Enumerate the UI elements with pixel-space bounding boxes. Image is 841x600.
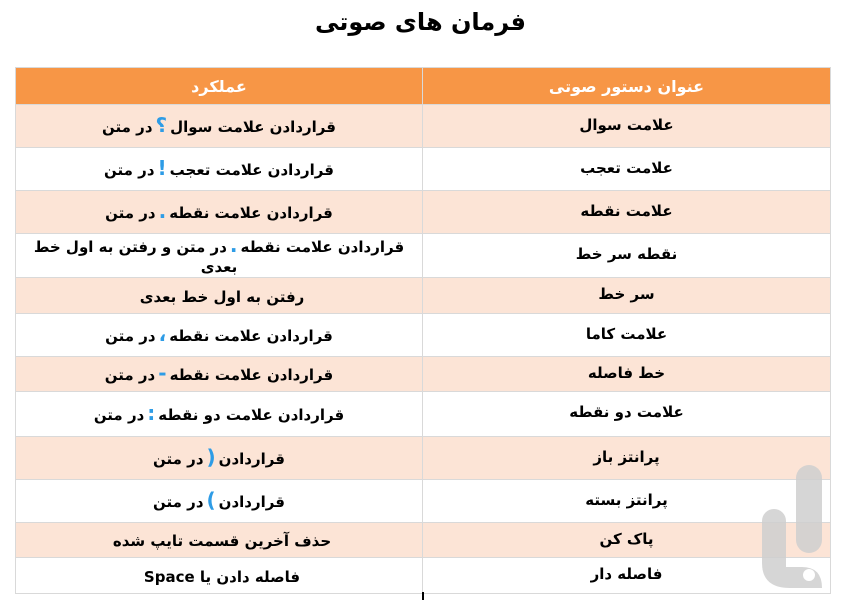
table-row (16, 437, 831, 480)
table-row (16, 523, 831, 558)
function-text-suffix: در متن (153, 493, 204, 511)
function-text-suffix: در متن (102, 118, 153, 136)
command-function (16, 523, 423, 558)
voice-commands-table (15, 67, 831, 594)
function-text: قراردادن علامت سوال (170, 118, 336, 136)
punctuation-glyph: ( (206, 445, 216, 469)
command-title: فاصله دار (423, 558, 831, 594)
punctuation-glyph: - (158, 361, 167, 385)
header-function: عملکرد (16, 68, 423, 105)
function-text: حذف آخرین قسمت تایپ شده (112, 532, 332, 550)
command-title: پرانتز بسته (423, 480, 831, 523)
command-function (16, 105, 423, 148)
function-text: قراردادن علامت نقطه (169, 327, 333, 345)
punctuation-glyph: ! (157, 156, 167, 180)
table-row (16, 234, 831, 278)
table-row (16, 148, 831, 191)
function-text: قراردادن علامت نقطه (240, 237, 405, 256)
command-title: علامت دو نقطه (423, 392, 831, 437)
function-text-suffix: در متن (153, 450, 204, 468)
function-text-suffix: در متن (93, 406, 145, 424)
function-text-suffix: در متن (104, 161, 155, 179)
table-row (16, 278, 831, 314)
command-function (16, 437, 423, 480)
header-command-title: عنوان دستور صوتی (423, 68, 831, 105)
command-function (16, 148, 423, 191)
function-text-suffix: در متن (104, 366, 156, 384)
function-text-suffix: در متن و رفتن به اول خط بعدی (33, 237, 238, 276)
bazaar-logo-icon (752, 463, 832, 593)
command-function (16, 191, 423, 234)
command-title: علامت تعجب (423, 148, 831, 191)
command-title: علامت کاما (423, 314, 831, 357)
table-row (16, 480, 831, 523)
function-text-suffix: در متن (105, 327, 156, 345)
table-row (16, 392, 831, 437)
page-marker (422, 592, 424, 600)
punctuation-glyph: ، (158, 322, 167, 346)
command-function (16, 392, 423, 437)
function-text: قراردادن (218, 493, 285, 511)
function-text: قراردادن علامت تعجب (169, 161, 334, 179)
table-row (16, 191, 831, 234)
punctuation-glyph: . (229, 232, 238, 257)
command-function (16, 234, 423, 278)
function-text: فاصله دادن یا Space (143, 567, 301, 586)
function-text: قراردادن علامت دو نقطه (158, 406, 345, 424)
command-title: پرانتز باز (423, 437, 831, 480)
table-row (16, 105, 831, 148)
command-title: نقطه سر خط (423, 234, 831, 278)
table-row (16, 314, 831, 357)
command-title: علامت نقطه (423, 191, 831, 234)
function-text: رفتن به اول خط بعدی (139, 287, 305, 306)
function-text: قراردادن (218, 450, 285, 468)
page-title: فرمان های صوتی (315, 8, 526, 36)
command-function (16, 314, 423, 357)
table-header-row (16, 68, 831, 105)
command-function (16, 357, 423, 392)
command-function (16, 558, 423, 594)
punctuation-glyph: ؟ (155, 113, 168, 137)
command-title: خط فاصله (423, 357, 831, 392)
punctuation-glyph: ) (206, 488, 216, 512)
command-function (16, 278, 423, 314)
command-function (16, 480, 423, 523)
table-row (16, 357, 831, 392)
function-text: قراردادن علامت نقطه (169, 204, 333, 222)
function-text: قراردادن علامت نقطه (169, 366, 334, 384)
table-row (16, 558, 831, 594)
function-text-suffix: در متن (105, 204, 156, 222)
command-title: علامت سوال (423, 105, 831, 148)
command-title: پاک کن (423, 523, 831, 558)
command-title: سر خط (423, 278, 831, 314)
punctuation-glyph: . (158, 199, 167, 223)
punctuation-glyph: : (147, 401, 156, 425)
